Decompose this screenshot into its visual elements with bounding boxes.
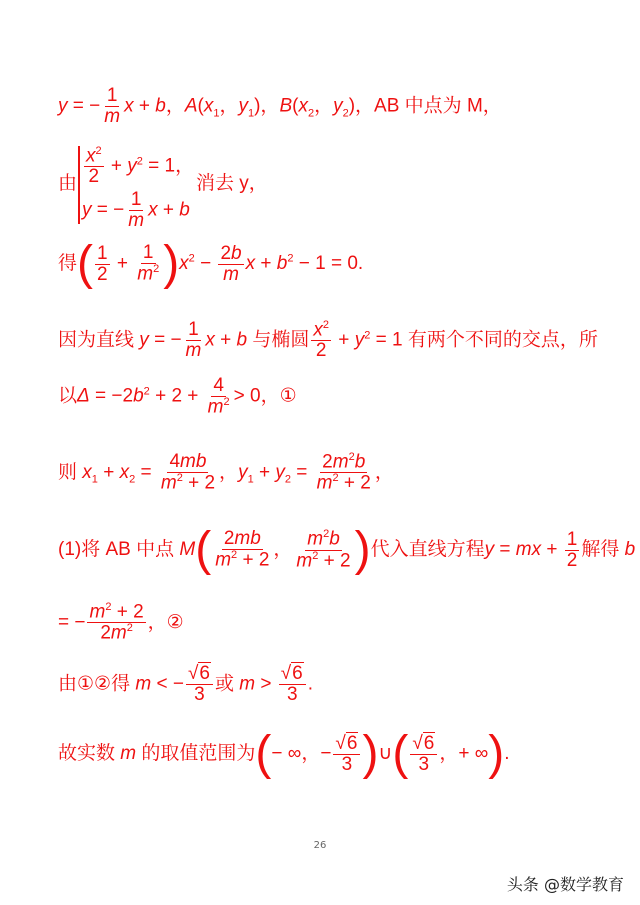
line-7-a: (1)将 AB 中点 <box>58 539 175 561</box>
line-2-prefix: 由 <box>58 173 78 194</box>
line-7: (1)将 AB 中点 M( $\frac{2mb}{m^2 + 2}$ ， $\frac{m^2b}{m^2 + 2}$ )代入直线方程y = mx + $\frac{1}{2}$ 解得 b <box>58 523 636 576</box>
line-2-text: 消去 y， <box>196 173 268 194</box>
line-8: = − $\frac{m^2 + 2}{2m^2}$ ，② <box>58 601 184 644</box>
line-9-a: 由①②得 <box>58 673 131 695</box>
line-4-c: 有两个不同的交点，所 <box>407 329 598 351</box>
line-7-c: 解得 <box>581 539 620 561</box>
line-10-b: 的取值范围为 <box>141 743 256 765</box>
line-5-b: ，① <box>260 385 297 407</box>
system-brace <box>78 146 80 224</box>
line-4-b: 与椭圆 <box>252 329 310 351</box>
line-7-b: 代入直线方程 <box>370 539 485 561</box>
system-eq-1: $\frac{x^2}{2}$ + $y^2 = 1$， <box>86 145 195 188</box>
line-9-b: 或 <box>214 673 234 695</box>
line-5-a: 以 <box>58 385 78 407</box>
line-3-prefix: 得 <box>58 253 78 275</box>
line-1-text: ，AB 中点为 M， <box>355 95 502 117</box>
line-6: 则 $x_1 + x_2$ = $\frac{4mb}{m^2 + 2}$ ，$y_1 + y_2$ = $\frac{2m^2b}{m^2 + 2}$ ， <box>58 451 394 494</box>
line-10-a: 故实数 <box>58 743 116 765</box>
line-4: 因为直线 y = − $\frac{1}{m}$ x + b 与椭圆 $\frac{x^2}{2}$ + $y^2 = 1$ 有两个不同的交点，所 <box>58 319 598 362</box>
line-6-a: 则 <box>58 461 78 483</box>
page-number: 26 <box>313 840 327 851</box>
line-9: 由①②得 m < − $\frac{√6}{3}$ 或 m > $\frac{√6}{3}$ . <box>58 663 314 705</box>
system-eq-2: y = − $\frac{1}{m}$ x + b <box>82 189 190 231</box>
line-10: 故实数 m 的取值范围为(− ∞，− $\frac{√6}{3}$ )∪( $\frac{√6}{3}$ ，+ ∞). <box>58 727 510 780</box>
line-3: 得( $\frac{1}{2}$ + $\frac{1}{m^2}$ )$x^2$ − $\frac{2b}{m}$ $x + b^2 - 1 = 0$. <box>58 237 364 290</box>
line-4-a: 因为直线 <box>58 329 135 351</box>
line-8-b: ，② <box>147 611 184 633</box>
watermark: 头条 @数学教育 <box>506 875 624 894</box>
line-5: 以$\Delta = -2b^2 + 2$ + $\frac{4}{m^2}$ > 0，① <box>58 375 297 418</box>
line-1: y = − $\frac{1}{m}$ x + b，$A(x_1$，$y_1$)，$B(x_2$，$y_2$)，AB 中点为 M， <box>58 85 502 127</box>
